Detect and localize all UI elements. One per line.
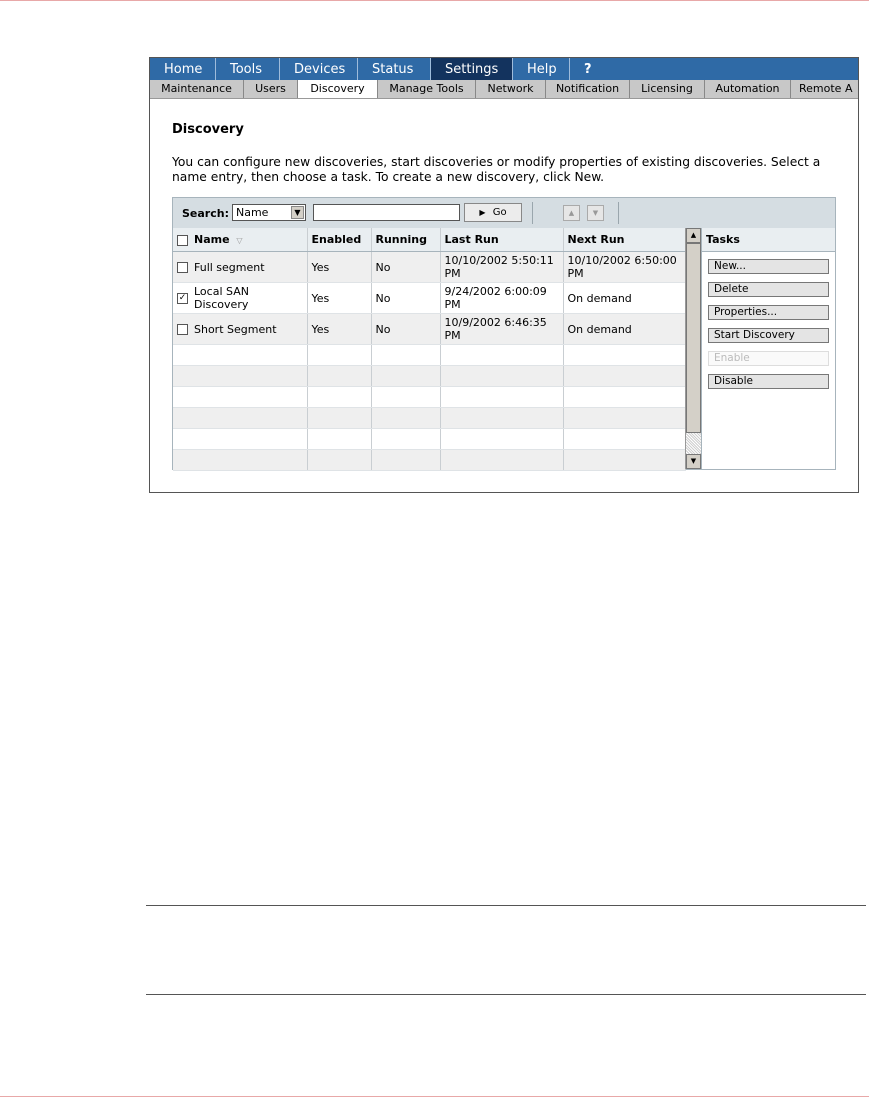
- row-name-cell: [173, 252, 307, 283]
- top-nav-devices[interactable]: Devices: [280, 58, 358, 80]
- move-up-button[interactable]: [563, 205, 580, 221]
- row-name-cell: [173, 314, 307, 345]
- search-input[interactable]: [313, 204, 460, 221]
- search-label: Search:: [182, 207, 229, 220]
- tab-notification[interactable]: Notification: [546, 80, 630, 98]
- row-enabled: Yes: [307, 283, 371, 314]
- play-icon: ▶: [479, 208, 486, 217]
- tab-automation[interactable]: Automation: [705, 80, 791, 98]
- sub-nav: [150, 80, 858, 99]
- go-button[interactable]: [464, 203, 522, 222]
- new-button[interactable]: New...: [708, 259, 829, 274]
- empty-row: [173, 450, 685, 471]
- tab-discovery[interactable]: Discovery: [298, 80, 378, 98]
- column-header-next-run[interactable]: Next Run: [563, 228, 685, 252]
- search-toolbar: [173, 198, 835, 229]
- row-name: Local SAN Discovery: [194, 285, 249, 311]
- enable-button[interactable]: Enable: [708, 351, 829, 366]
- row-next-run: On demand: [563, 314, 685, 345]
- table-scrollbar[interactable]: [685, 228, 701, 469]
- scrollbar-track[interactable]: [686, 433, 701, 454]
- empty-row: [173, 345, 685, 366]
- toolbar-separator: [532, 202, 533, 224]
- row-checkbox[interactable]: [177, 324, 188, 335]
- top-nav-status[interactable]: Status: [358, 58, 431, 80]
- empty-row: [173, 387, 685, 408]
- sort-icon: ▽: [236, 236, 243, 245]
- row-next-run: On demand: [563, 283, 685, 314]
- tab-network[interactable]: Network: [476, 80, 546, 98]
- row-name-cell: [173, 283, 307, 314]
- go-button-label: Go: [492, 207, 507, 218]
- table-row[interactable]: [173, 283, 685, 314]
- scroll-down-icon[interactable]: ▼: [686, 454, 701, 469]
- start-discovery-button[interactable]: Start Discovery: [708, 328, 829, 343]
- table-row[interactable]: [173, 252, 685, 283]
- column-header-enabled[interactable]: Enabled: [307, 228, 371, 252]
- row-checkbox[interactable]: [177, 262, 188, 273]
- top-nav-tools[interactable]: Tools: [216, 58, 280, 80]
- row-running: No: [371, 252, 440, 283]
- top-nav-home[interactable]: Home: [150, 58, 216, 80]
- row-enabled: Yes: [307, 252, 371, 283]
- row-running: No: [371, 314, 440, 345]
- divider: [146, 905, 866, 906]
- row-last-run: 9/24/2002 6:00:09 PM: [440, 283, 563, 314]
- row-name: Full segment: [194, 260, 265, 274]
- row-next-run: 10/10/2002 6:50:00 PM: [563, 252, 685, 283]
- page-rule-bottom: [0, 1096, 869, 1097]
- row-running: No: [371, 283, 440, 314]
- table-row[interactable]: [173, 314, 685, 345]
- arrow-down-icon: ▼: [592, 209, 599, 217]
- row-last-run: 10/9/2002 6:46:35 PM: [440, 314, 563, 345]
- search-field-select[interactable]: [232, 204, 306, 221]
- discovery-table: [173, 228, 686, 471]
- properties-button[interactable]: Properties...: [708, 305, 829, 320]
- tasks-header: Tasks: [702, 228, 835, 252]
- tab-licensing[interactable]: Licensing: [630, 80, 705, 98]
- row-last-run: 10/10/2002 5:50:11 PM: [440, 252, 563, 283]
- column-header-name-label: Name: [194, 233, 230, 246]
- page-title: Discovery: [172, 122, 244, 137]
- search-field-value: Name: [236, 206, 269, 219]
- top-nav-about[interactable]: ?: [584, 62, 592, 77]
- tasks-panel: [701, 228, 835, 469]
- top-nav: [150, 58, 858, 80]
- delete-button[interactable]: Delete: [708, 282, 829, 297]
- column-header-name[interactable]: [173, 228, 307, 252]
- scrollbar-thumb[interactable]: [686, 243, 701, 433]
- row-enabled: Yes: [307, 314, 371, 345]
- arrow-up-icon: ▲: [568, 209, 575, 217]
- page-description: You can configure new discoveries, start discoveries or modify properties of existing discoveries. Select a name entry, then choose a task. To create a new discovery, click New.: [172, 155, 821, 184]
- discovery-panel: [172, 197, 836, 470]
- empty-row: [173, 366, 685, 387]
- toolbar-separator: [618, 202, 619, 224]
- tab-maintenance[interactable]: Maintenance: [150, 80, 244, 98]
- disable-button[interactable]: Disable: [708, 374, 829, 389]
- tab-users[interactable]: Users: [244, 80, 298, 98]
- divider: [146, 994, 866, 995]
- top-nav-help[interactable]: Help: [513, 58, 570, 80]
- table-header-row: [173, 228, 685, 252]
- chevron-down-icon: ▼: [291, 206, 304, 219]
- move-down-button[interactable]: [587, 205, 604, 221]
- column-header-last-run[interactable]: Last Run: [440, 228, 563, 252]
- scroll-up-icon[interactable]: ▲: [686, 228, 701, 243]
- row-checkbox[interactable]: ✓: [178, 293, 187, 303]
- page-rule-top: [0, 0, 869, 1]
- tab-manage-tools[interactable]: Manage Tools: [378, 80, 476, 98]
- empty-row: [173, 429, 685, 450]
- tab-remote-access[interactable]: Remote A: [799, 82, 853, 95]
- column-header-running[interactable]: Running: [371, 228, 440, 252]
- row-name: Short Segment: [194, 322, 277, 336]
- top-nav-settings[interactable]: Settings: [431, 58, 513, 80]
- select-all-checkbox[interactable]: [177, 235, 188, 246]
- empty-row: [173, 408, 685, 429]
- app-window: [149, 57, 859, 493]
